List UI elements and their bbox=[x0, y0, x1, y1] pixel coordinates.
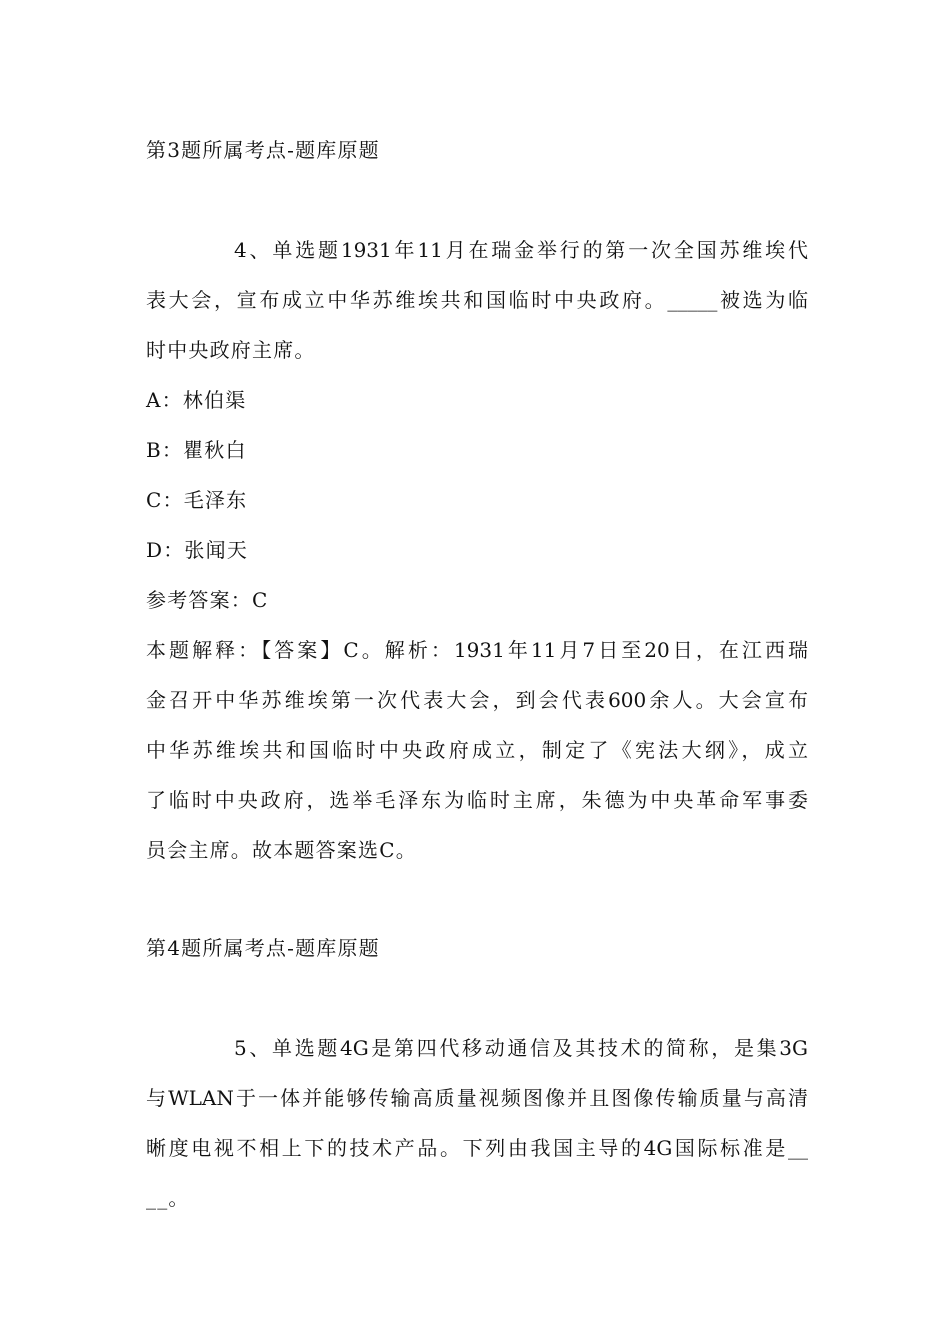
question-4-line-2: 表大会，宣布成立中华苏维埃共和国临时中央政府。_____被选为临 bbox=[146, 288, 808, 312]
question-5-line-4: __。 bbox=[146, 1186, 190, 1210]
question-4-line-1: 4、单选题1931年11月在瑞金举行的第一次全国苏维埃代 bbox=[234, 238, 808, 262]
option-c: C：毛泽东 bbox=[146, 488, 248, 512]
question-5-line-3: 晰度电视不相上下的技术产品。下列由我国主导的4G国际标准是__ bbox=[146, 1136, 808, 1160]
explanation-line-1: 本题解释：【答案】C。解析：1931年11月7日至20日，在江西瑞 bbox=[146, 638, 808, 662]
question-5-line-1: 5、单选题4G是第四代移动通信及其技术的简称，是集3G bbox=[234, 1036, 808, 1060]
option-a: A：林伯渠 bbox=[146, 388, 247, 412]
explanation-line-4: 了临时中央政府，选举毛泽东为临时主席，朱德为中央革命军事委 bbox=[146, 788, 808, 812]
explanation-line-3: 中华苏维埃共和国临时中央政府成立，制定了《宪法大纲》，成立 bbox=[146, 738, 808, 762]
question-4-line-3: 时中央政府主席。 bbox=[146, 338, 316, 362]
option-d: D：张闻天 bbox=[146, 538, 249, 562]
section-4-source: 第4题所属考点-题库原题 bbox=[146, 936, 380, 960]
explanation-line-5: 员会主席。故本题答案选C。 bbox=[146, 838, 417, 862]
question-5-line-2: 与WLAN于一体并能够传输高质量视频图像并且图像传输质量与高清 bbox=[146, 1086, 808, 1110]
option-b: B：瞿秋白 bbox=[146, 438, 247, 462]
section-3-source: 第3题所属考点-题库原题 bbox=[146, 138, 380, 162]
reference-answer: 参考答案：C bbox=[146, 588, 269, 612]
explanation-line-2: 金召开中华苏维埃第一次代表大会，到会代表600余人。大会宣布 bbox=[146, 688, 808, 712]
